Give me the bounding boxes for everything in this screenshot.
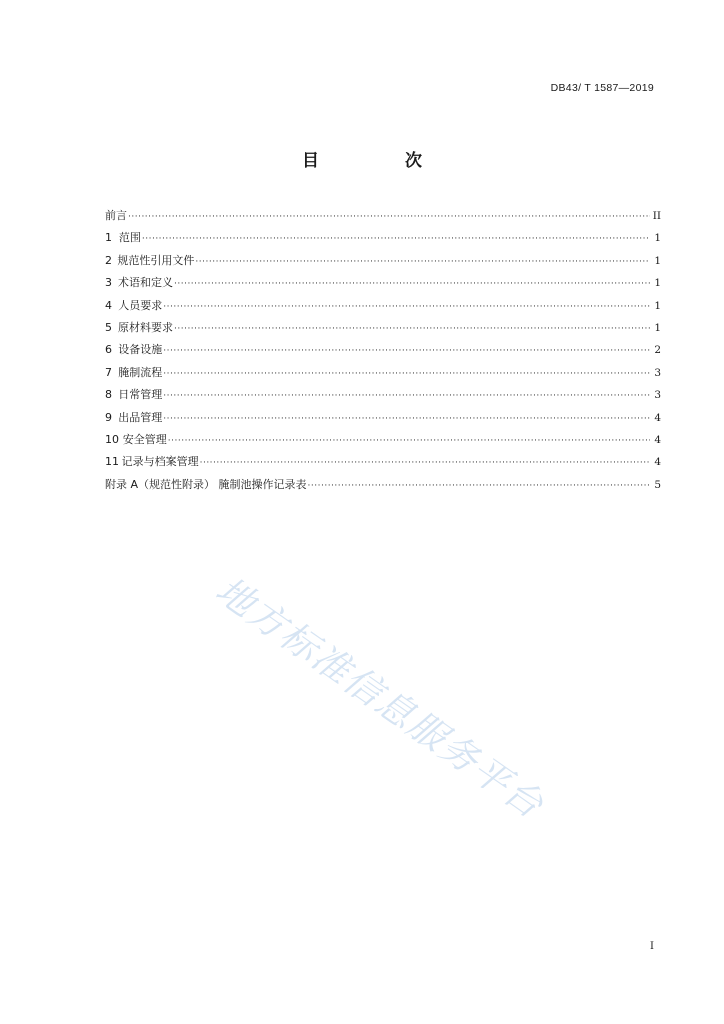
toc-leader (308, 475, 650, 497)
toc-entry-label: 设备设施 (118, 343, 163, 357)
toc-entry-number: 5 (105, 320, 112, 334)
toc-leader (174, 318, 650, 340)
toc-entry-number: 6 (105, 343, 112, 357)
toc-entry-normative-references[interactable] (105, 250, 661, 272)
toc-entry-label: 安全管理 (122, 432, 167, 446)
toc-entry-number: 1 (105, 231, 112, 245)
toc-entry-label: 附录 A（规范性附录） 腌制池操作记录表 (105, 477, 307, 491)
toc-entry-page: 2 (654, 344, 661, 357)
toc-entry-label: 原材料要求 (118, 320, 173, 334)
toc-entry-page: 1 (654, 277, 661, 290)
toc-leader (200, 452, 650, 474)
toc-entry-number: 11 (105, 455, 119, 469)
toc-entry-equipment[interactable] (105, 339, 661, 361)
toc-entry-label: 记录与档案管理 (121, 455, 199, 469)
toc-entry-page: 1 (654, 254, 661, 267)
toc-entry-number: 9 (105, 410, 112, 424)
toc-entry-pickling-process[interactable] (105, 362, 661, 384)
toc-entry-daily-management[interactable] (105, 384, 661, 406)
watermark-text: 地方标准信息服务平台 (207, 568, 553, 828)
toc-leader (168, 430, 650, 452)
toc-leader (163, 408, 650, 430)
toc-leader (128, 206, 650, 228)
toc-entry-records-archives[interactable] (105, 451, 661, 473)
toc-entry-terms-definitions[interactable] (105, 272, 661, 294)
page-number: I (650, 941, 654, 952)
page-title: 目 次 (302, 151, 462, 171)
toc-entry-label: 前言 (105, 209, 127, 222)
toc-entry-label: 腌制流程 (118, 365, 163, 379)
toc-entry-label: 出品管理 (118, 410, 163, 424)
toc-entry-scope[interactable] (105, 227, 661, 249)
standard-code: DB43/ T 1587—2019 (550, 82, 654, 94)
toc-entry-label: 规范性引用文件 (117, 253, 195, 267)
toc-entry-label: 术语和定义 (118, 276, 173, 290)
toc-entry-page: II (652, 210, 661, 222)
toc-entry-page: 4 (654, 433, 661, 446)
toc-entry-label: 范围 (118, 231, 141, 245)
toc-entry-page: 5 (654, 478, 661, 491)
toc-entry-page: 3 (654, 366, 661, 379)
toc-entry-number: 8 (105, 388, 112, 402)
toc-entry-appendix-a[interactable] (105, 474, 661, 496)
toc-entry-page: 1 (654, 321, 661, 334)
toc-entry-page: 1 (654, 232, 661, 245)
toc-entry-number: 10 (105, 432, 119, 446)
toc-leader (163, 340, 650, 362)
toc-leader (195, 251, 650, 273)
toc-entry-raw-materials[interactable] (105, 317, 661, 339)
toc-entry-product-management[interactable] (105, 407, 661, 429)
toc-entry-number: 4 (105, 298, 112, 312)
toc-entry-page: 4 (654, 411, 661, 424)
toc-entry-page: 1 (654, 299, 661, 312)
toc-entry-page: 3 (654, 389, 661, 402)
table-of-contents (105, 205, 661, 496)
toc-entry-foreword[interactable] (105, 205, 661, 227)
toc-entry-page: 4 (654, 456, 661, 469)
toc-leader (163, 385, 650, 407)
toc-entry-safety-management[interactable] (105, 429, 661, 451)
toc-entry-number: 2 (105, 253, 112, 267)
toc-entry-label: 日常管理 (118, 388, 163, 402)
toc-leader (142, 228, 650, 250)
toc-leader (163, 296, 650, 318)
toc-entry-number: 7 (105, 365, 112, 379)
toc-entry-label: 人员要求 (118, 298, 163, 312)
toc-entry-personnel[interactable] (105, 295, 661, 317)
toc-leader (174, 273, 650, 295)
toc-entry-number: 3 (105, 276, 112, 290)
toc-leader (163, 363, 650, 385)
